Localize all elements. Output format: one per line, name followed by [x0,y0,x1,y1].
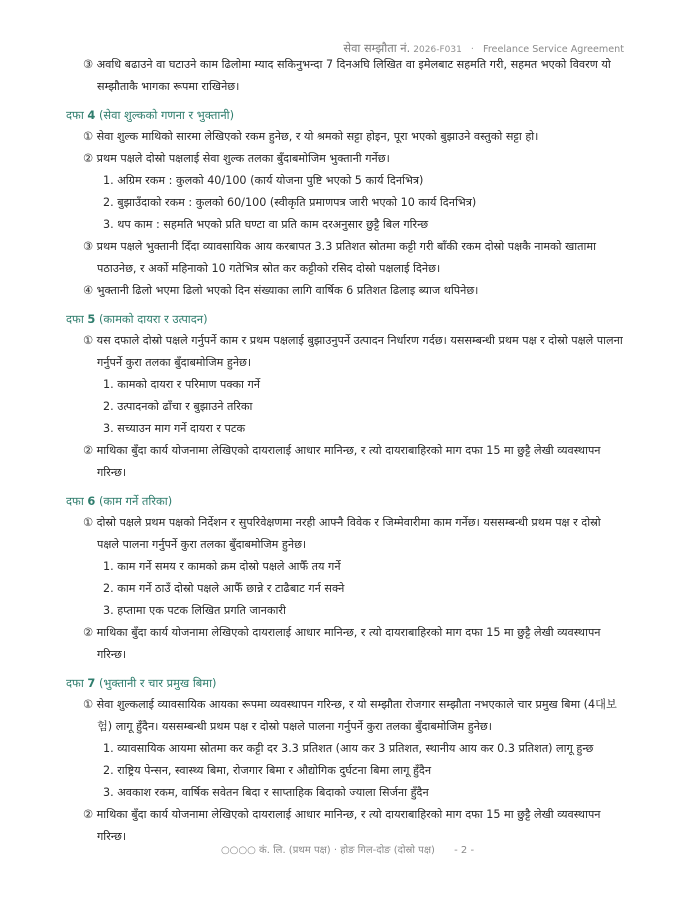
section-title: (भुक्तानी र चार प्रमुख बिमा) [98,676,217,690]
clause-paragraph: ① यस दफाले दोस्रो पक्षले गर्नुपर्ने काम र प्रथम पक्षलाई बुझाउनुपर्ने उत्पादन निर्धारण गर्दछ। यससम्बन्धी प्रथम पक्ष र दोस्रो पक्षले पालना गर्नुपर्ने कुरा तलका बुँदाबमोजिम हुनेछ। [83,334,623,369]
section-heading [66,672,623,694]
list-item: 2. उत्पादनको ढाँचा र बुझाउने तरिका [103,400,253,413]
clause-paragraph: ② माथिका बुँदा कार्य योजनामा लेखिएको दायरालाई आधार मानिन्छ, र त्यो दायराबाहिरको माग दफा 15 मा छुट्टै लेखी व्यवस्थापन गरिन्छ। [83,444,601,479]
clause-paragraph: ② प्रथम पक्षले दोस्रो पक्षलाई सेवा शुल्क तलका बुँदाबमोजिम भुक्तानी गर्नेछ। [83,152,390,165]
clause-paragraph: ② माथिका बुँदा कार्य योजनामा लेखिएको दायरालाई आधार मानिन्छ, र त्यो दायराबाहिरको माग दफा 15 मा छुट्टै लेखी व्यवस्थापन गरिन्छ। [83,626,601,661]
section-title: (कामको दायरा र उत्पादन) [98,312,208,326]
list-item: 3. अवकाश रकम, वार्षिक सवेतन बिदा र साप्ताहिक बिदाको ज्याला सिर्जना हुँदैन [103,786,429,799]
list-item: 2. काम गर्ने ठाउँ दोस्रो पक्षले आफैँ छान्ने र टाढैबाट गर्न सक्ने [103,582,345,595]
document-body [66,54,623,848]
list-item: 1. काम गर्ने समय र कामको क्रम दोस्रो पक्षले आफैँ तय गर्ने [103,560,341,573]
clause-paragraph: ① दोस्रो पक्षले प्रथम पक्षको निर्देशन र सुपरिवेक्षणमा नरही आफ्नै विवेक र जिम्मेवारीमा काम गर्नेछ। यससम्बन्धी प्रथम पक्ष र दोस्रो पक्षले पालना गर्नुपर्ने कुरा तलका बुँदाबमोजिम हुनेछ। [83,516,601,551]
agreement-number: 2026-F031 [413,45,462,55]
clause-paragraph: ① सेवा शुल्कलाई व्यावसायिक आयका रूपमा व्यवस्थापन गरिन्छ, र यो सम्झौता रोजगार सम्झौता नभएकाले चार प्रमुख बिमा (4대보험) लागू हुँदैन। यससम्बन्धी प्रथम पक्ष र दोस्रो पक्षले पालना गर्नुपर्ने कुरा तलका बुँदाबमोजिम हुनेछ। [83,698,617,733]
section-heading [66,308,623,330]
agreement-title: सेवा सम्झौता नं. [343,41,411,55]
list-item: 3. थप काम : सहमति भएको प्रति घण्टा वा प्रति काम दरअनुसार छुट्टै बिल गरिन्छ [103,218,429,231]
list-item: 2. बुझाउँदाको रकम : कुलको 60/100 (स्वीकृति प्रमाणपत्र जारी भएको 10 कार्य दिनभित्र) [103,196,477,209]
page-number: - 2 - [454,845,475,856]
section-number: 6 [87,494,96,508]
header-separator: · [470,44,474,55]
section-prefix: दफा [66,312,84,326]
section-number: 7 [87,676,96,690]
numbered-list [83,374,623,440]
agreement-subtitle: Freelance Service Agreement [483,44,624,55]
list-item: 3. हप्तामा एक पटक लिखित प्रगति जानकारी [103,604,286,617]
clause-paragraph: ③ प्रथम पक्षले भुक्तानी दिँदा व्यावसायिक आय करबापत 3.3 प्रतिशत स्रोतमा कट्टी गरी बाँकी रकम दोस्रो पक्षकै नामको खातामा पठाउनेछ, र अर्को महिनाको 10 गतेभित्र स्रोत कर कट्टीको रसिद दोस्रो पक्षलाई दिनेछ। [83,240,596,275]
clause-paragraph: ① सेवा शुल्क माथिको सारमा लेखिएको रकम हुनेछ, र यो श्रमको सट्टा होइन, पूरा भएको बुझाउने वस्तुको सट्टा हो। [83,130,539,143]
numbered-list [83,556,623,622]
clause-paragraph: ③ अवधि बढाउने वा घटाउने काम ढिलोमा म्याद सकिनुभन्दा 7 दिनअघि लिखित वा इमेलबाट सहमति गरी, सहमत भएको विवरण यो सम्झौताकै भागका रूपमा राखिनेछ। [83,58,611,93]
section-heading [66,490,623,512]
list-item: 2. राष्ट्रिय पेन्सन, स्वास्थ्य बिमा, रोजगार बिमा र औद्योगिक दुर्घटना बिमा लागू हुँदैन [103,764,432,777]
list-item: 1. अग्रिम रकम : कुलको 40/100 (कार्य योजना पुष्टि भएको 5 कार्य दिनभित्र) [103,174,424,187]
list-item: 1. व्यावसायिक आयमा स्रोतमा कर कट्टी दर 3.3 प्रतिशत (आय कर 3 प्रतिशत, स्थानीय आय कर 0.3 प्रतिशत) लागू हुन्छ [103,742,594,755]
page-footer [0,842,695,856]
list-item: 3. सच्याउन माग गर्ने दायरा र पटक [103,422,246,435]
section-prefix: दफा [66,494,84,508]
section-prefix: दफा [66,108,84,122]
clause-paragraph: ④ भुक्तानी ढिलो भएमा ढिलो भएको दिन संख्याका लागि वार्षिक 6 प्रतिशत ढिलाइ ब्याज थपिनेछ। [83,284,479,297]
section-title: (सेवा शुल्कको गणना र भुक्तानी) [98,108,235,122]
section-heading [66,104,623,126]
section-number: 4 [87,108,96,122]
numbered-list [83,738,623,804]
numbered-list [83,170,623,236]
section-title: (काम गर्ने तरिका) [98,494,173,508]
section-number: 5 [87,312,96,326]
clause-paragraph: ② माथिका बुँदा कार्य योजनामा लेखिएको दायरालाई आधार मानिन्छ, र त्यो दायराबाहिरको माग दफा 15 मा छुट्टै लेखी व्यवस्थापन गरिन्छ। [83,808,601,843]
section-prefix: दफा [66,676,84,690]
list-item: 1. कामको दायरा र परिमाण पक्का गर्ने [103,378,261,391]
footer-parties: ○○○○ कं. लि. (प्रथम पक्ष) · होङ गिल-दोङ (दोस्रो पक्ष) [220,845,435,856]
